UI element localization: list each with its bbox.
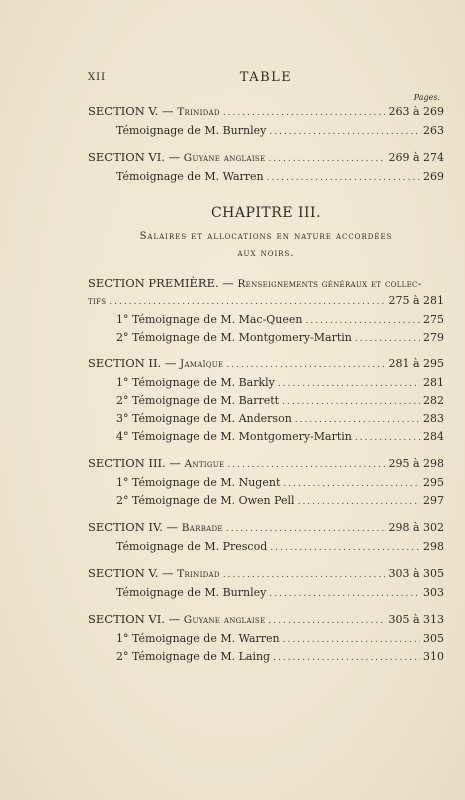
entry-pages: 282 xyxy=(423,394,444,407)
page-header xyxy=(88,72,444,88)
toc-entry-section xyxy=(88,566,444,582)
leader-dots xyxy=(273,653,420,663)
toc-entry-section xyxy=(88,150,444,166)
entry-label: 1° Témoignage de M. Nugent xyxy=(116,476,281,489)
entry-label: SECTION III. — xyxy=(88,456,185,470)
entry-place: Renseignements généraux et collec- xyxy=(237,278,422,290)
leader-dots xyxy=(109,297,385,307)
running-title: TABLE xyxy=(239,70,293,85)
chapter-subtitle-line1: Salaires et allocations en nature accordées xyxy=(139,231,393,242)
toc-entry-testimony xyxy=(116,586,444,602)
toc-entry-testimony xyxy=(116,124,444,140)
leader-dots xyxy=(268,154,385,164)
leader-dots xyxy=(226,524,386,534)
entry-place: Jamaïque xyxy=(179,358,224,370)
leader-dots xyxy=(283,479,420,489)
entry-label: 2° Témoignage de M. Laing xyxy=(116,650,271,663)
toc-entry-testimony xyxy=(116,376,444,392)
entry-label: SECTION VI. — xyxy=(88,612,184,626)
toc-entry-section xyxy=(88,612,444,628)
leader-dots xyxy=(283,635,420,645)
pages-column-label: Pages. xyxy=(413,93,440,102)
entry-label: Témoignage de M. Burnley xyxy=(116,124,267,137)
leader-dots xyxy=(282,397,420,407)
leader-dots xyxy=(268,616,385,626)
entry-label: 1° Témoignage de M. Barkly xyxy=(116,376,275,389)
entry-pages: 263 à 269 xyxy=(388,105,444,118)
toc-entry-testimony xyxy=(116,331,444,347)
entry-pages: 275 xyxy=(423,313,444,326)
leader-dots xyxy=(223,570,386,580)
entry-pages: 295 à 298 xyxy=(388,457,444,470)
entry-label: 2° Témoignage de M. Montgomery-Martin xyxy=(116,331,352,344)
toc-entry-testimony xyxy=(116,170,444,186)
entry-pages: 279 xyxy=(423,331,444,344)
leader-dots xyxy=(223,108,386,118)
leader-dots xyxy=(306,316,420,326)
entry-pages: 303 xyxy=(423,586,444,599)
entry-pages: 305 xyxy=(423,632,444,645)
entry-label: Témoignage de M. Warren xyxy=(116,170,264,183)
entry-label: 3° Témoignage de M. Anderson xyxy=(116,412,292,425)
entry-label: 1° Témoignage de M. Warren xyxy=(116,632,280,645)
entry-label: 2° Témoignage de M. Owen Pell xyxy=(116,494,295,507)
entry-place: Antigue xyxy=(184,458,225,470)
toc-entry-testimony xyxy=(116,650,444,666)
entry-label: SECTION IV. — xyxy=(88,520,182,534)
leader-dots xyxy=(267,173,420,183)
toc-entry-section xyxy=(88,456,444,472)
leader-dots xyxy=(295,415,420,425)
entry-pages: 281 xyxy=(423,376,444,389)
entry-place: Guyane anglaise xyxy=(183,152,266,164)
toc-entry-section-first-line1 xyxy=(88,276,444,292)
entry-label: SECTION VI. — xyxy=(88,150,184,164)
leader-dots xyxy=(227,460,385,470)
entry-pages: 298 xyxy=(423,540,444,553)
entry-label: 2° Témoignage de M. Barrett xyxy=(116,394,280,407)
toc-entry-testimony xyxy=(116,313,444,329)
entry-pages: 297 xyxy=(423,494,444,507)
entry-label: SECTION PREMIÈRE. — xyxy=(88,276,238,290)
toc-entry-testimony xyxy=(116,430,444,446)
chapter-subtitle-line2: aux noirs. xyxy=(237,248,295,259)
leader-dots xyxy=(355,334,420,344)
entry-pages: 263 xyxy=(423,124,444,137)
toc-entry-testimony xyxy=(116,394,444,410)
entry-label: SECTION V. — xyxy=(88,566,178,580)
entry-label: SECTION II. — xyxy=(88,356,180,370)
entry-label: 1° Témoignage de M. Mac-Queen xyxy=(116,313,303,326)
entry-place: tifs xyxy=(88,295,107,307)
entry-place: Guyane anglaise xyxy=(183,614,266,626)
entry-pages: 283 xyxy=(423,412,444,425)
leader-dots xyxy=(355,433,420,443)
toc-entry-testimony xyxy=(116,632,444,648)
leader-dots xyxy=(278,379,420,389)
entry-label: Témoignage de M. Prescod xyxy=(116,540,268,553)
toc-entry-section xyxy=(88,104,444,120)
entry-pages: 281 à 295 xyxy=(388,357,444,370)
toc-entry-testimony xyxy=(116,412,444,428)
toc-entry-section-first-line2 xyxy=(88,294,444,310)
entry-pages: 295 xyxy=(423,476,444,489)
leader-dots xyxy=(269,589,420,599)
entry-place: Trinidad xyxy=(177,568,220,580)
entry-pages: 269 xyxy=(423,170,444,183)
entry-label: Témoignage de M. Burnley xyxy=(116,586,267,599)
entry-pages: 275 à 281 xyxy=(388,294,444,307)
page-folio: XII xyxy=(88,72,107,83)
entry-pages: 310 xyxy=(423,650,444,663)
toc-entry-testimony xyxy=(116,494,444,510)
entry-pages: 269 à 274 xyxy=(388,151,444,164)
leader-dots xyxy=(226,360,385,370)
entry-pages: 303 à 305 xyxy=(388,567,444,580)
leader-dots xyxy=(269,127,420,137)
chapter-title: CHAPITRE III. xyxy=(210,205,322,221)
entry-pages: 305 à 313 xyxy=(388,613,444,626)
toc-entry-section xyxy=(88,520,444,536)
leader-dots xyxy=(298,497,420,507)
entry-label: 4° Témoignage de M. Montgomery-Martin xyxy=(116,430,352,443)
entry-label: SECTION V. — xyxy=(88,104,178,118)
entry-pages: 298 à 302 xyxy=(388,521,444,534)
toc-entry-testimony xyxy=(116,476,444,492)
leader-dots xyxy=(270,543,420,553)
entry-place: Trinidad xyxy=(177,106,220,118)
entry-pages: 284 xyxy=(423,430,444,443)
toc-entry-testimony xyxy=(116,540,444,556)
toc-entry-section xyxy=(88,356,444,372)
entry-place: Barbade xyxy=(181,522,223,534)
